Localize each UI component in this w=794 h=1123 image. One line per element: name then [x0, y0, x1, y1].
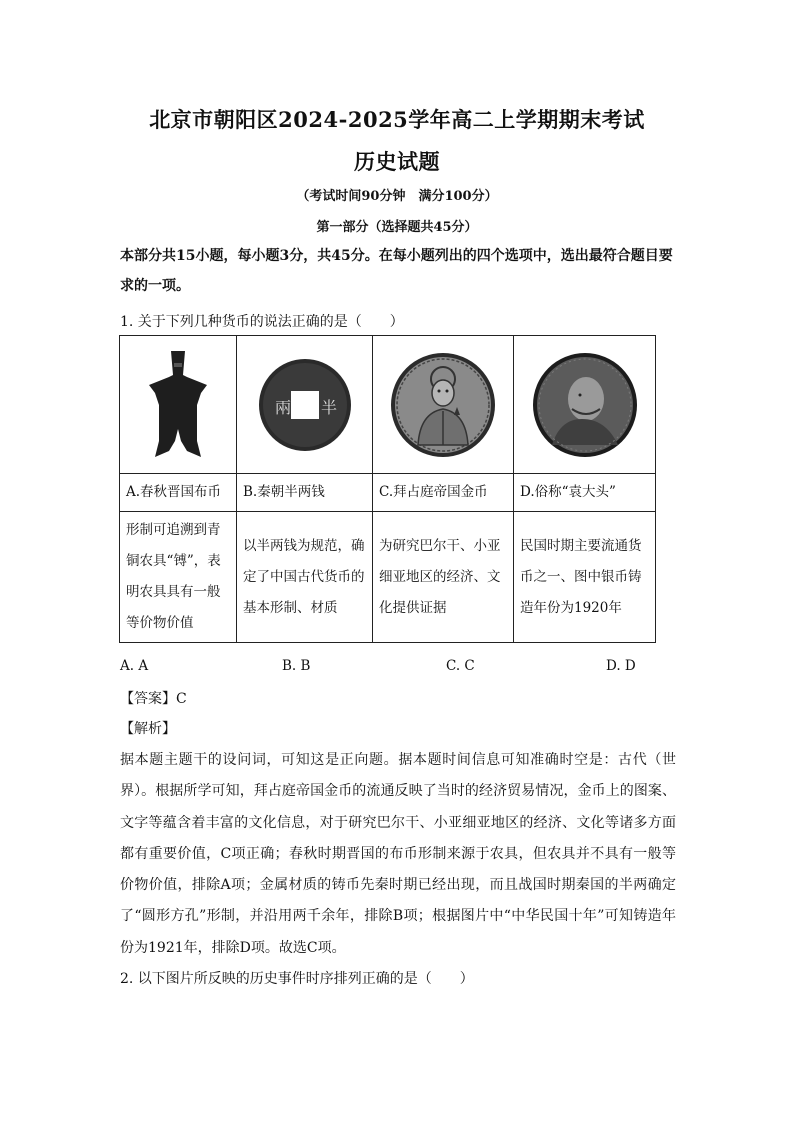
coin-cell-b [237, 336, 373, 474]
byzantine-gold-coin-icon [388, 349, 498, 461]
question-2-stem: 2. 以下图片所反映的历史事件时序排列正确的是（ ） [120, 971, 474, 987]
coin-cell-c [373, 336, 514, 474]
coin-image-row [120, 336, 656, 474]
part-intro: 本部分共15小题，每小题3分，共45分。在每小题列出的四个选项中，选出最符合题目要求的一项。 [120, 248, 673, 294]
option-d: D. D [606, 658, 636, 674]
exam-title: 北京市朝阳区2024-2025学年高二上学期期末考试 [149, 107, 645, 132]
answer: 【答案】C [120, 691, 187, 707]
coin-desc-c: 为研究巴尔干、小亚细亚地区的经济、文化提供证据 [373, 512, 514, 643]
option-b: B. B [282, 658, 311, 674]
yuan-datou-coin-icon [530, 349, 640, 461]
coin-label-a: A.春秋晋国布币 [120, 474, 237, 512]
option-c: C. C [446, 658, 475, 674]
coin-desc-b: 以半两钱为规范，确定了中国古代货币的基本形制、材质 [237, 512, 373, 643]
exam-info: （考试时间90分钟 满分100分） [296, 189, 498, 204]
analysis-heading: 【解析】 [120, 721, 176, 737]
coin-cell-a [120, 336, 237, 474]
coin-desc-a: 形制可追溯到青铜农具“镈”，表明农具具有一般等价物价值 [120, 512, 237, 643]
coin-desc-d: 民国时期主要流通货币之一、图中银币铸造年份为1920年 [514, 512, 656, 643]
option-a: A. A [120, 658, 149, 674]
svg-text:兩: 兩 [274, 397, 291, 417]
analysis-text: 据本题主题干的设问词，可知这是正向题。据本题时间信息可知准确时空是：古代（世界）。根据所学可知，拜占庭帝国金币的流通反映了当时的经济贸易情况，金币上的图案、文字等蕴含着丰富的文化信息，对于研究巴尔干、小亚细亚地区的经济、文化等诸多方面都有重要价值，C项正确；春秋时期晋国的布币形制来源于农具，但农具并不具有一般等价物价值，排除A项；金属材质的铸币先秦时期已经出现，而且战国时期秦国的半两确定了“圆形方孔”形制，并沿用两千余年，排除B项；根据图片中“中华民国十年”可知铸造年份为1921年，排除D项。故选C项。 [120, 752, 676, 956]
exam-subject: 历史试题 [354, 149, 440, 174]
coin-table [119, 335, 656, 643]
answer-options [120, 658, 640, 678]
ban-liang-coin-icon [255, 355, 355, 455]
coin-desc-row [120, 512, 656, 643]
question-1-stem: 1. 关于下列几种货币的说法正确的是（ ） [120, 314, 404, 330]
coin-label-d: D.俗称“袁大头” [514, 474, 656, 512]
svg-text:半: 半 [320, 397, 337, 417]
coin-cell-d [514, 336, 656, 474]
coin-label-b: B.秦朝半两钱 [237, 474, 373, 512]
spade-coin-icon [143, 345, 213, 465]
coin-label-c: C.拜占庭帝国金币 [373, 474, 514, 512]
coin-label-row [120, 474, 656, 512]
part-title: 第一部分（选择题共45分） [316, 220, 478, 235]
